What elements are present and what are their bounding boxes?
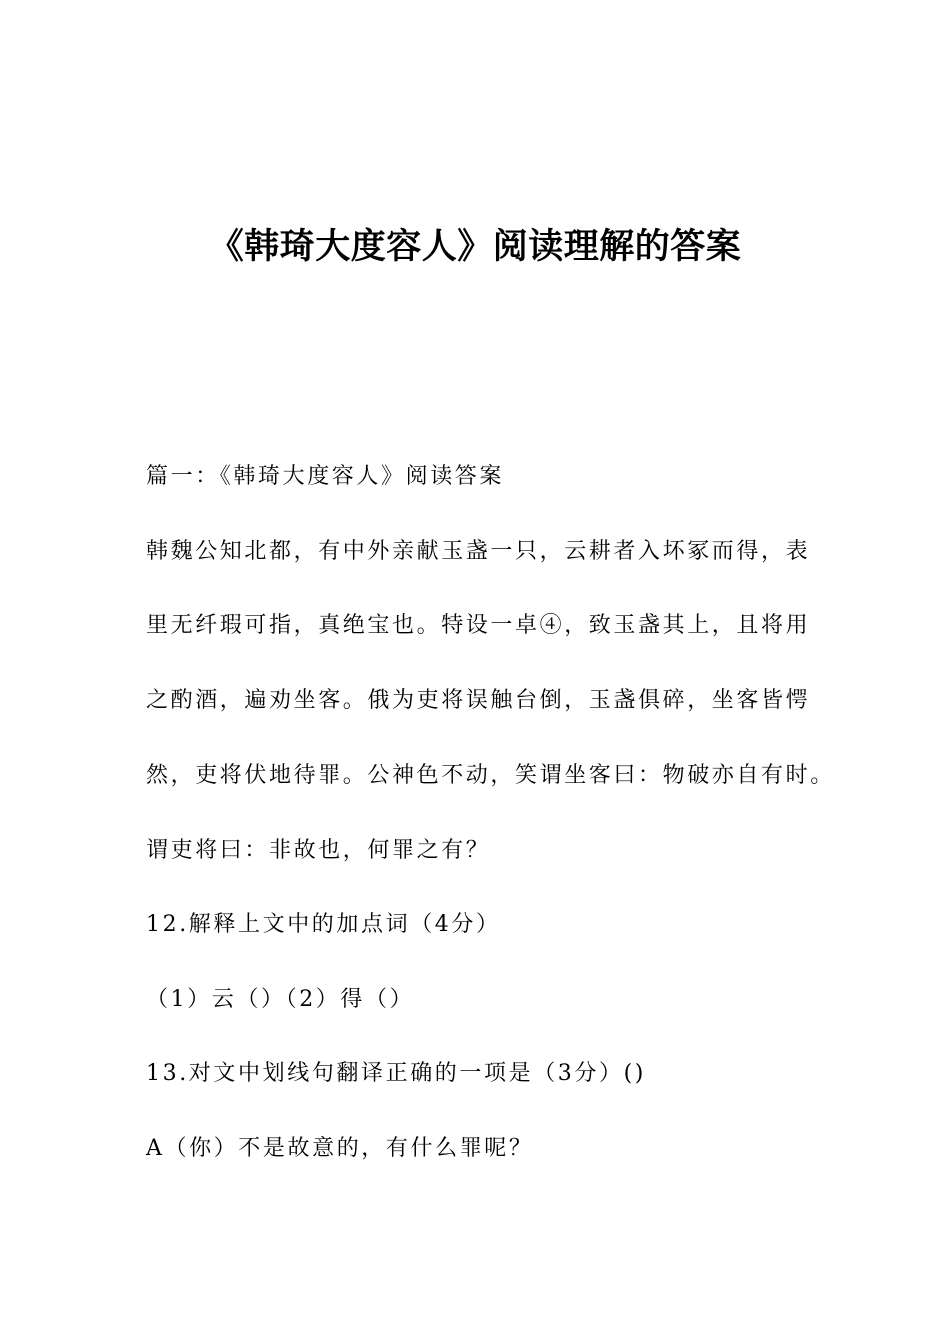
- passage-line-2: 里无纤瑕可指，真绝宝也。特设一卓④，致玉盏其上，且将用: [146, 613, 811, 638]
- passage-line-5: 谓吏将曰：非故也，何罪之有？: [146, 838, 491, 863]
- passage-line-4: 然，吏将伏地待罪。公神色不动，笑谓坐客曰：物破亦自有时。: [146, 763, 835, 788]
- section-heading: 篇一：《韩琦大度容人》阅读答案: [146, 464, 505, 489]
- passage-line-3: 之酌酒，遍劝坐客。俄为吏将误触台倒，玉盏俱碎，坐客皆愕: [146, 688, 811, 713]
- document-title: 《韩琦大度容人》阅读理解的答案: [208, 227, 742, 267]
- passage-line-1: 韩魏公知北都，有中外亲献玉盏一只，云耕者入坏冢而得，表: [146, 539, 811, 564]
- question-12-items: （1）云（）（2）得（）: [146, 987, 415, 1012]
- question-13-option-a: A（你）不是故意的，有什么罪呢？: [146, 1136, 534, 1161]
- question-13: 13.对文中划线句翻译正确的一项是（3分）(): [146, 1061, 646, 1086]
- question-12: 12.解释上文中的加点词（4分）: [146, 912, 501, 937]
